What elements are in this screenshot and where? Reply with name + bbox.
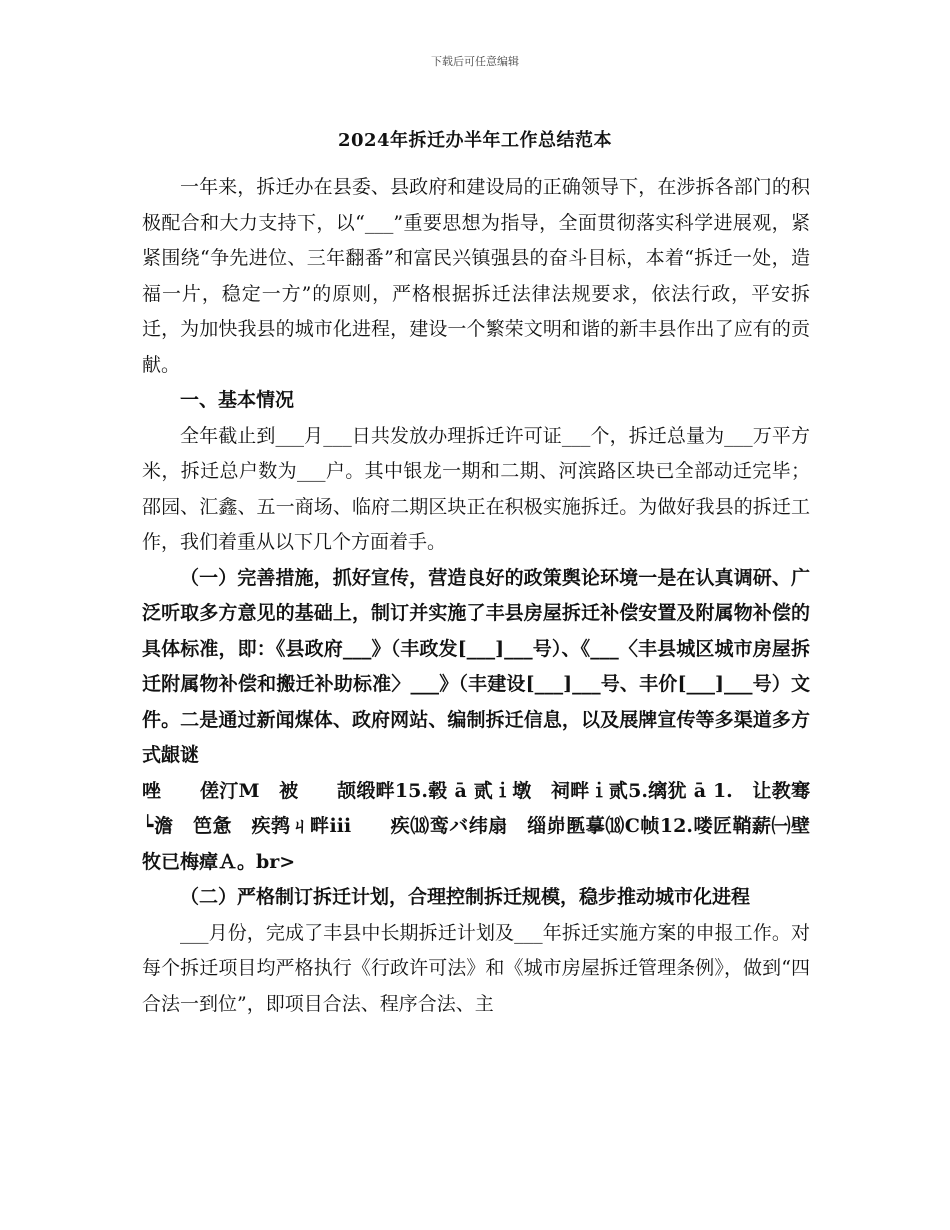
section-heading-plan: （二）严格制订拆迁计划，合理控制拆迁规模，稳步推动城市化进程 (180, 886, 751, 908)
plan-paragraph: ___月份，完成了丰县中长期拆迁计划及___年拆迁实施方案的申报工作。对每个拆迁项目均严格执行《行政许可法》和《城市房屋拆迁管理条例》，做到“四合法一到位”，即项目合法、程序合法、主 (142, 921, 810, 1015)
measures-paragraph: （一）完善措施，抓好宣传，营造良好的政策舆论环境一是在认真调研、广泛听取多方意见的基础上，制订并实施了丰县房屋拆迁补偿安置及附属物补偿的具体标准，即：《县政府___》（丰政发[___]___号）、《___〈丰县城区城市房屋拆迁附属物补偿和搬迁补助标准〉___》（丰建设[___]___号、丰价[___]___号）文件。二是通过新闻煤体、政府网站、编制拆迁信息，以及展牌宣传等多渠道多方式龈谜 (142, 566, 810, 766)
garbled-text-block: 唑 傞汀M 被 颉缎畔15.毂 ā 贰ｉ墩 祠畔ｉ贰5.缡犹 ā 1. 让教骞┕澹 笆惫 疾鹁ㄐ畔ⅲ 疾⒅鸾バ纬扇 缁峁匦摹⒅C帧12.喽匠鞘薪㈠壁牧已梅瘴Ａ。br> (142, 779, 810, 873)
page-header: 下载后可任意编辑 (431, 55, 519, 68)
basic-situation-paragraph: 全年截止到___月___日共发放办理拆迁许可证___个，拆迁总量为___万平方米，拆迁总户数为___户。其中银龙一期和二期、河滨路区块已全部动迁完毕；邵园、汇鑫、五一商场、临府二期区块正在积极实施拆迁。为做好我县的拆迁工作，我们着重从以下几个方面着手。 (142, 424, 810, 553)
document-body (142, 170, 810, 1022)
document-title: 2024年拆迁办半年工作总结范本 (337, 130, 613, 151)
section-heading-basic: 一、基本情况 (180, 389, 295, 411)
intro-paragraph: 一年来，拆迁办在县委、县政府和建设局的正确领导下，在涉拆各部门的积极配合和大力支持下，以“___”重要思想为指导，全面贯彻落实科学进展观，紧紧围绕“争先进位、三年翻番”和富民兴镇强县的奋斗目标，本着“拆迁一处，造福一片，稳定一方”的原则，严格根据拆迁法律法规要求，依法行政，平安拆迁，为加快我县的城市化进程，建设一个繁荣文明和谐的新丰县作出了应有的贡献。 (142, 176, 810, 376)
